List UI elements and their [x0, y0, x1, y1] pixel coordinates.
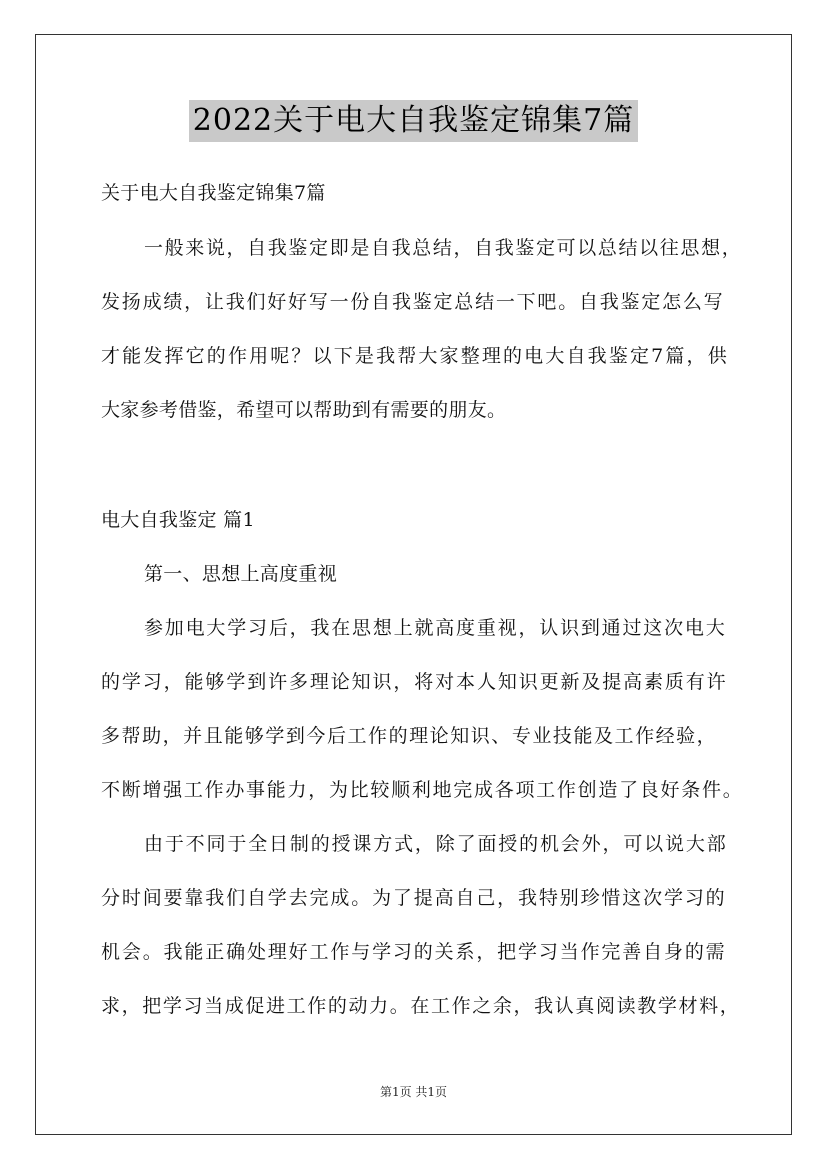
paragraph-line: 不断增强工作办事能力，为比较顺利地完成各项工作创造了良好条件。 — [101, 779, 742, 801]
paragraph-line: 的学习，能够学到许多理论知识，将对本人知识更新及提高素质有许 — [101, 671, 726, 693]
sub-heading: 第一、思想上高度重视 — [144, 563, 338, 585]
paragraph-line: 发扬成绩，让我们好好写一份自我鉴定总结一下吧。自我鉴定怎么写 — [101, 291, 723, 313]
paragraph-line: 大家参考借鉴，希望可以帮助到有需要的朋友。 — [101, 399, 507, 421]
paragraph-line: 参加电大学习后，我在思想上就高度重视，认识到通过这次电大 — [144, 617, 725, 639]
document-title: 2022关于电大自我鉴定锦集7篇 — [189, 100, 638, 142]
paragraph-line: 机会。我能正确处理好工作与学习的关系，把学习当作完善自身的需 — [101, 941, 725, 963]
paragraph-line: 求，把学习当成促进工作的动力。在工作之余，我认真阅读教学材料， — [101, 995, 739, 1017]
subtitle-line: 关于电大自我鉴定锦集7篇 — [101, 182, 326, 204]
paragraph-line: 由于不同于全日制的授课方式，除了面授的机会外，可以说大部 — [144, 833, 726, 855]
paragraph-line: 多帮助，并且能够学到今后工作的理论知识、专业技能及工作经验， — [101, 725, 716, 747]
section-heading: 电大自我鉴定 篇1 — [101, 509, 255, 531]
paragraph-line: 一般来说，自我鉴定即是自我总结，自我鉴定可以总结以往思想， — [144, 237, 741, 259]
paragraph-line: 分时间要靠我们自学去完成。为了提高自己，我特别珍惜这次学习的 — [101, 887, 725, 909]
page-number-footer: 第1页 共1页 — [379, 1085, 448, 1099]
paragraph-line: 才能发挥它的作用呢？以下是我帮大家整理的电大自我鉴定7篇，供 — [101, 345, 727, 367]
title-container — [0, 100, 827, 142]
